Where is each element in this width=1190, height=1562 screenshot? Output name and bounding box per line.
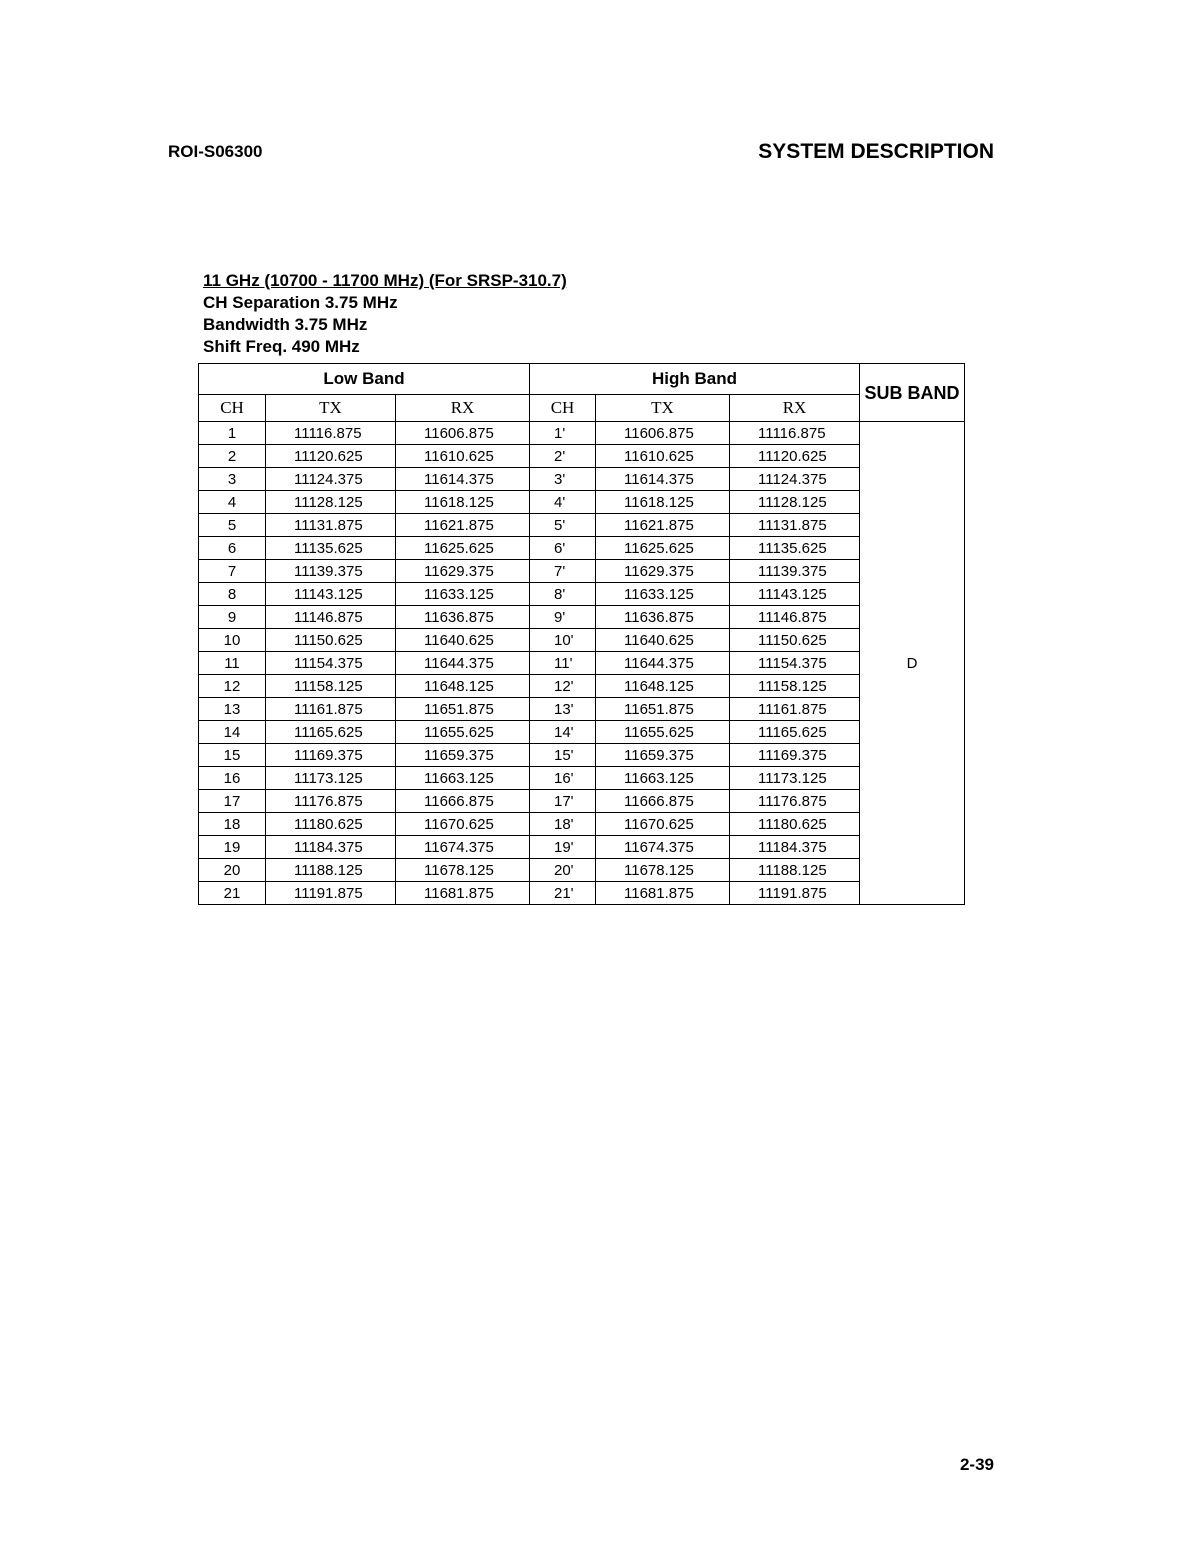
high-ch-cell: 11': [530, 652, 596, 675]
table-row: [199, 583, 965, 606]
shift-frequency: Shift Freq. 490 MHz: [203, 337, 360, 356]
high-tx-cell: 11644.375: [596, 652, 730, 675]
low-rx-cell: 11674.375: [396, 836, 530, 859]
high-band-header: High Band: [530, 364, 860, 395]
high-tx-cell: 11648.125: [596, 675, 730, 698]
low-ch-cell: 12: [199, 675, 266, 698]
table-row: [199, 836, 965, 859]
low-tx-cell: 11143.125: [266, 583, 396, 606]
frequency-table: [198, 363, 965, 905]
table-row: [199, 652, 965, 675]
low-rx-cell: 11644.375: [396, 652, 530, 675]
table-row: [199, 790, 965, 813]
high-rx-cell: 11143.125: [730, 583, 860, 606]
high-tx-cell: 11621.875: [596, 514, 730, 537]
low-ch-cell: 15: [199, 744, 266, 767]
table-row: [199, 606, 965, 629]
low-ch-header: CH: [199, 395, 266, 422]
page-number: 2-39: [959, 1455, 994, 1474]
low-tx-cell: 11139.375: [266, 560, 396, 583]
low-tx-cell: 11180.625: [266, 813, 396, 836]
low-rx-cell: 11636.875: [396, 606, 530, 629]
low-rx-cell: 11666.875: [396, 790, 530, 813]
low-rx-cell: 11633.125: [396, 583, 530, 606]
high-tx-cell: 11659.375: [596, 744, 730, 767]
low-rx-cell: 11625.625: [396, 537, 530, 560]
high-tx-cell: 11651.875: [596, 698, 730, 721]
table-row: [199, 859, 965, 882]
low-tx-cell: 11161.875: [266, 698, 396, 721]
low-tx-cell: 11173.125: [266, 767, 396, 790]
low-rx-cell: 11678.125: [396, 859, 530, 882]
low-tx-cell: 11131.875: [266, 514, 396, 537]
high-rx-header: RX: [730, 395, 860, 422]
high-ch-cell: 12': [530, 675, 596, 698]
low-tx-cell: 11176.875: [266, 790, 396, 813]
low-ch-cell: 10: [199, 629, 266, 652]
table-heading: [203, 270, 567, 358]
table-row: [199, 537, 965, 560]
low-rx-cell: 11621.875: [396, 514, 530, 537]
low-rx-cell: 11618.125: [396, 491, 530, 514]
low-ch-cell: 11: [199, 652, 266, 675]
low-ch-cell: 4: [199, 491, 266, 514]
high-ch-cell: 1': [530, 422, 596, 445]
document-id: ROI-S06300: [168, 142, 263, 161]
low-tx-cell: 11120.625: [266, 445, 396, 468]
high-tx-cell: 11663.125: [596, 767, 730, 790]
table-row: [199, 698, 965, 721]
low-ch-cell: 7: [199, 560, 266, 583]
high-rx-cell: 11116.875: [730, 422, 860, 445]
high-rx-cell: 11161.875: [730, 698, 860, 721]
high-rx-cell: 11191.875: [730, 882, 860, 905]
high-rx-cell: 11158.125: [730, 675, 860, 698]
low-tx-cell: 11158.125: [266, 675, 396, 698]
high-tx-cell: 11666.875: [596, 790, 730, 813]
low-tx-cell: 11169.375: [266, 744, 396, 767]
high-tx-cell: 11674.375: [596, 836, 730, 859]
high-rx-cell: 11184.375: [730, 836, 860, 859]
high-ch-cell: 21': [530, 882, 596, 905]
high-ch-cell: 3': [530, 468, 596, 491]
low-tx-cell: 11184.375: [266, 836, 396, 859]
high-ch-cell: 5': [530, 514, 596, 537]
low-ch-cell: 3: [199, 468, 266, 491]
table-row: [199, 491, 965, 514]
high-ch-cell: 19': [530, 836, 596, 859]
low-ch-cell: 5: [199, 514, 266, 537]
section-title: SYSTEM DESCRIPTION: [758, 140, 994, 163]
low-ch-cell: 8: [199, 583, 266, 606]
low-rx-cell: 11629.375: [396, 560, 530, 583]
high-rx-cell: 11128.125: [730, 491, 860, 514]
table-row: [199, 468, 965, 491]
low-ch-cell: 6: [199, 537, 266, 560]
low-rx-cell: 11610.625: [396, 445, 530, 468]
high-tx-cell: 11625.625: [596, 537, 730, 560]
high-rx-cell: 11120.625: [730, 445, 860, 468]
high-tx-cell: 11655.625: [596, 721, 730, 744]
low-rx-cell: 11648.125: [396, 675, 530, 698]
low-tx-cell: 11146.875: [266, 606, 396, 629]
table-row: [199, 767, 965, 790]
low-rx-cell: 11655.625: [396, 721, 530, 744]
bandwidth: Bandwidth 3.75 MHz: [203, 315, 368, 334]
high-ch-cell: 20': [530, 859, 596, 882]
low-rx-cell: 11651.875: [396, 698, 530, 721]
table-row: [199, 882, 965, 905]
table-row: [199, 813, 965, 836]
low-rx-header: RX: [396, 395, 530, 422]
high-tx-header: TX: [596, 395, 730, 422]
high-ch-cell: 15': [530, 744, 596, 767]
ch-separation: CH Separation 3.75 MHz: [203, 293, 398, 312]
low-ch-cell: 17: [199, 790, 266, 813]
high-tx-cell: 11640.625: [596, 629, 730, 652]
low-tx-cell: 11191.875: [266, 882, 396, 905]
low-band-header: Low Band: [199, 364, 530, 395]
high-ch-header: CH: [530, 395, 596, 422]
table-row: [199, 422, 965, 445]
high-rx-cell: 11135.625: [730, 537, 860, 560]
high-tx-cell: 11636.875: [596, 606, 730, 629]
high-rx-cell: 11154.375: [730, 652, 860, 675]
low-rx-cell: 11606.875: [396, 422, 530, 445]
high-rx-cell: 11146.875: [730, 606, 860, 629]
high-tx-cell: 11678.125: [596, 859, 730, 882]
high-ch-cell: 9': [530, 606, 596, 629]
high-ch-cell: 13': [530, 698, 596, 721]
high-rx-cell: 11188.125: [730, 859, 860, 882]
table-row: [199, 675, 965, 698]
low-ch-cell: 1: [199, 422, 266, 445]
low-ch-cell: 9: [199, 606, 266, 629]
high-ch-cell: 4': [530, 491, 596, 514]
high-ch-cell: 6': [530, 537, 596, 560]
high-ch-cell: 17': [530, 790, 596, 813]
low-tx-cell: 11128.125: [266, 491, 396, 514]
low-ch-cell: 16: [199, 767, 266, 790]
low-ch-cell: 2: [199, 445, 266, 468]
high-ch-cell: 8': [530, 583, 596, 606]
low-tx-cell: 11154.375: [266, 652, 396, 675]
high-tx-cell: 11610.625: [596, 445, 730, 468]
low-rx-cell: 11659.375: [396, 744, 530, 767]
table-row: [199, 721, 965, 744]
low-tx-cell: 11135.625: [266, 537, 396, 560]
table-row: [199, 629, 965, 652]
high-rx-cell: 11124.375: [730, 468, 860, 491]
low-rx-cell: 11663.125: [396, 767, 530, 790]
low-ch-cell: 18: [199, 813, 266, 836]
high-tx-cell: 11614.375: [596, 468, 730, 491]
high-tx-cell: 11633.125: [596, 583, 730, 606]
table-row: [199, 744, 965, 767]
high-ch-cell: 14': [530, 721, 596, 744]
low-tx-cell: 11116.875: [266, 422, 396, 445]
high-rx-cell: 11176.875: [730, 790, 860, 813]
table-body: [199, 422, 965, 905]
low-ch-cell: 13: [199, 698, 266, 721]
sub-band-value: D: [860, 422, 965, 905]
low-rx-cell: 11640.625: [396, 629, 530, 652]
low-tx-cell: 11150.625: [266, 629, 396, 652]
high-tx-cell: 11670.625: [596, 813, 730, 836]
low-tx-cell: 11124.375: [266, 468, 396, 491]
low-tx-cell: 11188.125: [266, 859, 396, 882]
high-rx-cell: 11165.625: [730, 721, 860, 744]
high-rx-cell: 11150.625: [730, 629, 860, 652]
high-rx-cell: 11180.625: [730, 813, 860, 836]
high-tx-cell: 11681.875: [596, 882, 730, 905]
band-title: 11 GHz (10700 - 11700 MHz) (For SRSP-310.7): [203, 271, 567, 290]
low-rx-cell: 11681.875: [396, 882, 530, 905]
high-ch-cell: 10': [530, 629, 596, 652]
low-ch-cell: 19: [199, 836, 266, 859]
high-ch-cell: 16': [530, 767, 596, 790]
high-rx-cell: 11169.375: [730, 744, 860, 767]
low-ch-cell: 21: [199, 882, 266, 905]
high-rx-cell: 11131.875: [730, 514, 860, 537]
high-ch-cell: 7': [530, 560, 596, 583]
high-ch-cell: 2': [530, 445, 596, 468]
table-row: [199, 445, 965, 468]
low-rx-cell: 11670.625: [396, 813, 530, 836]
sub-band-header: SUB BAND: [860, 364, 965, 422]
table-row: [199, 514, 965, 537]
table-row: [199, 560, 965, 583]
high-ch-cell: 18': [530, 813, 596, 836]
high-rx-cell: 11139.375: [730, 560, 860, 583]
low-rx-cell: 11614.375: [396, 468, 530, 491]
high-tx-cell: 11618.125: [596, 491, 730, 514]
low-ch-cell: 20: [199, 859, 266, 882]
high-tx-cell: 11606.875: [596, 422, 730, 445]
low-tx-header: TX: [266, 395, 396, 422]
low-ch-cell: 14: [199, 721, 266, 744]
high-rx-cell: 11173.125: [730, 767, 860, 790]
low-tx-cell: 11165.625: [266, 721, 396, 744]
high-tx-cell: 11629.375: [596, 560, 730, 583]
